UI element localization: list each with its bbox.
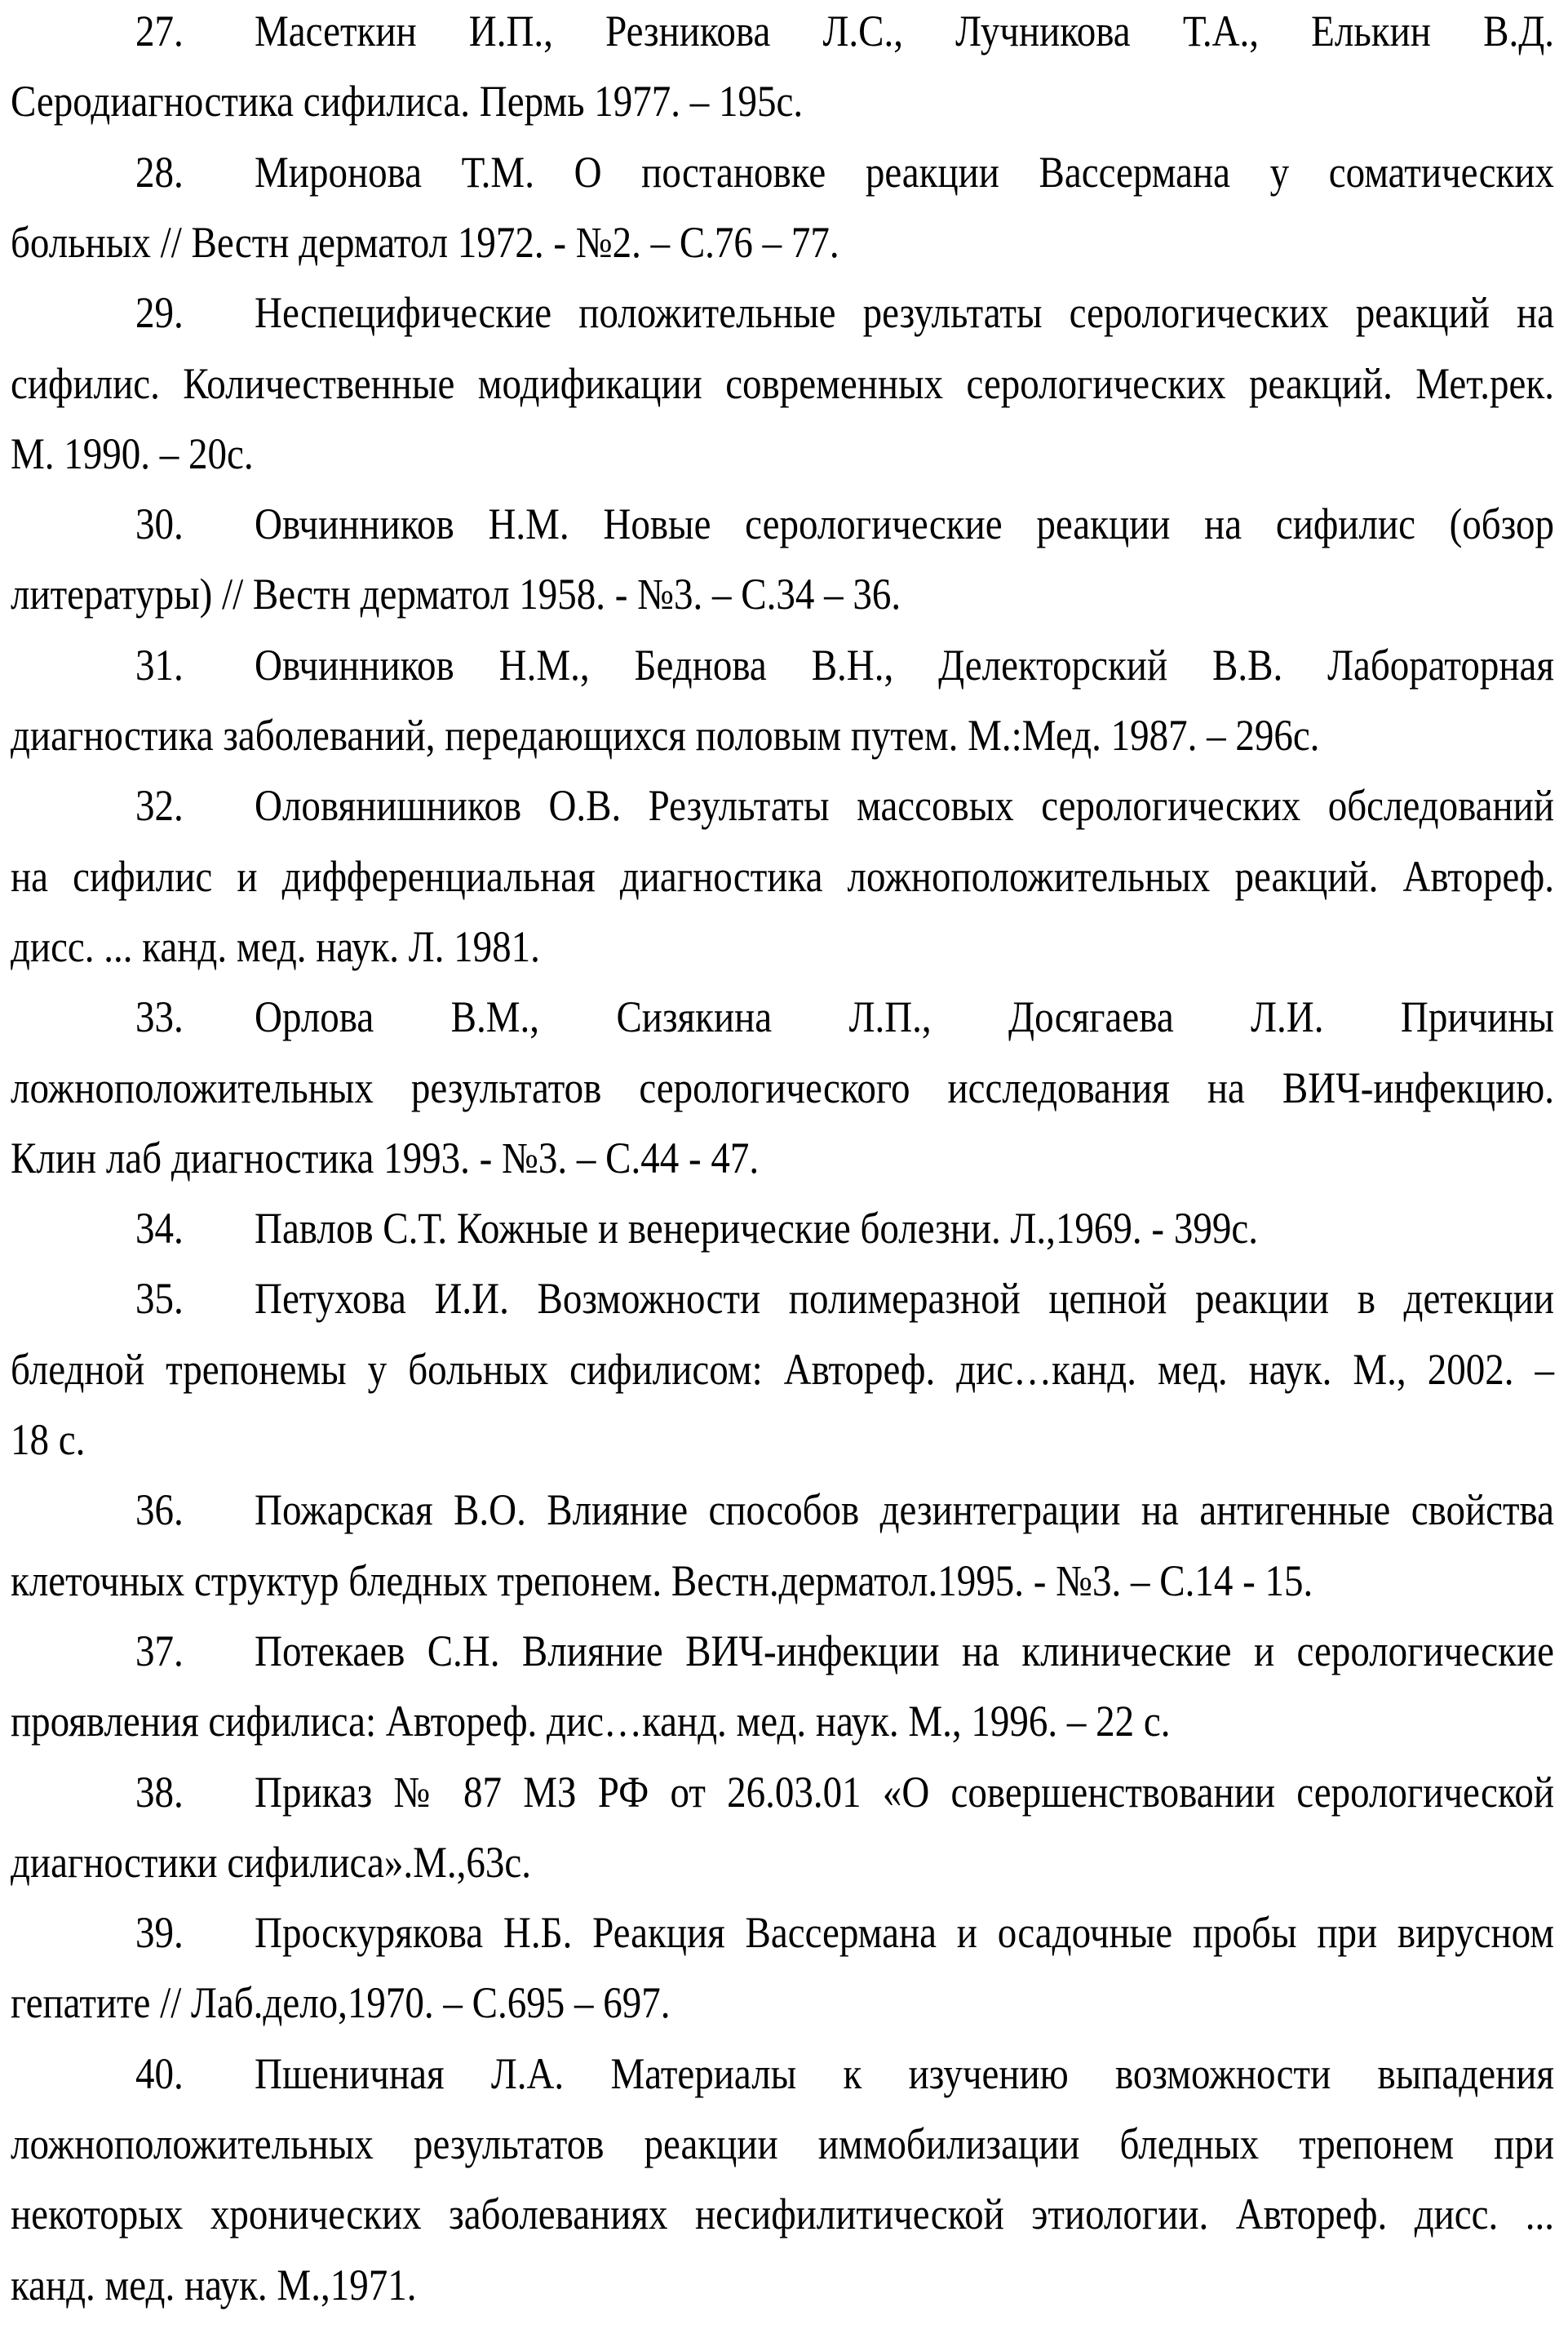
reference-entry-line: дисс. ... канд. мед. наук. Л. 1981. <box>11 907 1554 987</box>
document-page <box>0 0 1568 2323</box>
reference-number: 31. <box>135 625 184 705</box>
reference-entry-first-line <box>0 1893 1554 1973</box>
reference-number: 28. <box>135 132 184 212</box>
reference-entry-line: некоторых хронических заболеваниях несифилитической этиологии. Автореф. дисс. ... <box>11 2175 1554 2255</box>
reference-text: Потекаев С.Н. Влияние ВИЧ-инфекции на клинические и серологические <box>255 1612 1554 1692</box>
reference-entry-line: литературы) // Вестн дерматол 1958. - №3. – С.34 – 36. <box>11 555 1554 635</box>
reference-entry-first-line <box>0 2034 1554 2114</box>
reference-number: 34. <box>135 1189 184 1269</box>
reference-number: 35. <box>135 1259 184 1339</box>
reference-number: 30. <box>135 485 184 565</box>
reference-number: 37. <box>135 1612 184 1692</box>
reference-entry-line: на сифилис и дифференциальная диагностика ложноположительных реакций. Автореф. <box>11 836 1554 916</box>
reference-entry-first-line <box>0 1471 1554 1551</box>
reference-entry-first-line <box>0 485 1554 565</box>
reference-text: Орлова В.М., Сизякина Л.П., Досягаева Л.И. Причины <box>255 978 1554 1058</box>
reference-entry-line: клеточных структур бледных трепонем. Вестн.дерматол.1995. - №3. – С.14 - 15. <box>11 1541 1554 1621</box>
reference-entry-line: канд. мед. наук. М.,1971. <box>11 2245 1554 2325</box>
reference-entry-first-line <box>0 273 1554 353</box>
reference-entry-line: ложноположительных результатов серологического исследования на ВИЧ-инфекцию. <box>11 1048 1554 1128</box>
reference-number: 36. <box>135 1471 184 1551</box>
reference-text: Павлов С.Т. Кожные и венерические болезни. Л.,1969. - 399с. <box>255 1189 1554 1269</box>
reference-entry-line: гепатите // Лаб.дело,1970. – С.695 – 697. <box>11 1963 1554 2043</box>
reference-text: Петухова И.И. Возможности полимеразной цепной реакции в детекции <box>255 1259 1554 1339</box>
reference-entry-first-line <box>0 1752 1554 1832</box>
reference-text: Овчинников Н.М. Новые серологические реакции на сифилис (обзор <box>255 485 1554 565</box>
reference-number: 40. <box>135 2034 184 2114</box>
reference-number: 32. <box>135 766 184 846</box>
reference-text: Оловянишников О.В. Результаты массовых серологических обследований <box>255 766 1554 846</box>
reference-text: Пшеничная Л.А. Материалы к изучению возможности выпадения <box>255 2034 1554 2114</box>
reference-text: Овчинников Н.М., Беднова В.Н., Делекторский В.В. Лабораторная <box>255 625 1554 705</box>
reference-number: 38. <box>135 1752 184 1832</box>
reference-text: Масеткин И.П., Резникова Л.С., Лучникова Т.А., Елькин В.Д. <box>255 0 1554 72</box>
reference-number: 39. <box>135 1893 184 1973</box>
reference-number: 27. <box>135 0 184 72</box>
reference-entry-line: Серодиагностика сифилиса. Пермь 1977. – 195с. <box>11 62 1554 142</box>
reference-entry-first-line <box>0 1259 1554 1339</box>
reference-entry-line: 18 с. <box>11 1400 1554 1480</box>
reference-text: Пожарская В.О. Влияние способов дезинтеграции на антигенные свойства <box>255 1471 1554 1551</box>
reference-entry-line: Клин лаб диагностика 1993. - №3. – С.44 - 47. <box>11 1119 1554 1199</box>
reference-text: Приказ № 87 МЗ РФ от 26.03.01 «О совершенствовании серологической <box>255 1752 1554 1832</box>
reference-entry-first-line <box>0 0 1554 72</box>
reference-entry-line: больных // Вестн дерматол 1972. - №2. – С.76 – 77. <box>11 203 1554 283</box>
reference-entry-first-line <box>0 766 1554 846</box>
reference-number: 29. <box>135 273 184 353</box>
reference-entry-line: диагностика заболеваний, передающихся половым путем. М.:Мед. 1987. – 296с. <box>11 696 1554 776</box>
reference-entry-line: сифилис. Количественные модификации современных серологических реакций. Мет.рек. <box>11 344 1554 424</box>
reference-text: Миронова Т.М. О постановке реакции Вассермана у соматических <box>255 132 1554 212</box>
reference-entry-first-line <box>0 978 1554 1058</box>
reference-entry-first-line <box>0 625 1554 705</box>
reference-entry-line: диагностики сифилиса».М.,63с. <box>11 1823 1554 1903</box>
reference-entry-line: бледной трепонемы у больных сифилисом: Автореф. дис…канд. мед. наук. М., 2002. – <box>11 1329 1554 1409</box>
reference-entry-first-line <box>0 1612 1554 1692</box>
reference-text: Неспецифические положительные результаты серологических реакций на <box>255 273 1554 353</box>
reference-number: 33. <box>135 978 184 1058</box>
reference-entry-first-line <box>0 132 1554 212</box>
reference-entry-line: М. 1990. – 20с. <box>11 415 1554 495</box>
reference-entry-line: проявления сифилиса: Автореф. дис…канд. мед. наук. М., 1996. – 22 с. <box>11 1682 1554 1762</box>
reference-entry-line: ложноположительных результатов реакции иммобилизации бледных трепонем при <box>11 2105 1554 2185</box>
reference-entry-first-line <box>0 1189 1554 1269</box>
reference-text: Проскурякова Н.Б. Реакция Вассермана и осадочные пробы при вирусном <box>255 1893 1554 1973</box>
